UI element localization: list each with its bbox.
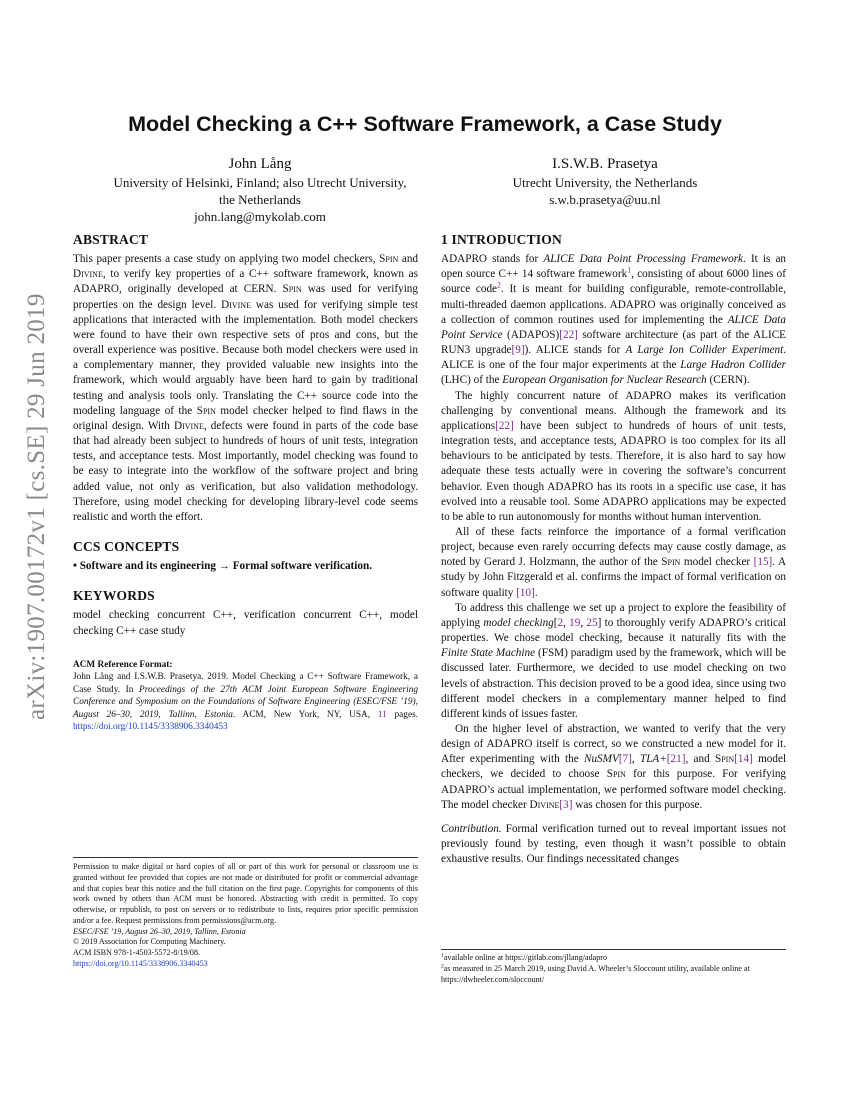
citation-22[interactable]: [22]	[495, 419, 514, 432]
acm-reference-format: ACM Reference Format: John Lång and I.S.W.B. Prasetya. 2019. Model Checking a C++ Software Framework, a Case Study. In Proceedings of the 27th ACM Joint European Software Engineering Conference and Symposium on the Foundations of Software Engineering (ESEC/FSE ’19), August 26–30, 2019, Tallinn, Estonia. ACM, New York, NY, USA, 11 pages. https://doi.org/10.1145/3338906.3340453	[73, 659, 419, 733]
keywords-text: model checking concurrent C++, verification concurrent C++, model checking C++ case study	[73, 609, 418, 637]
citation-7[interactable]: [7]	[618, 753, 632, 766]
keywords-heading: KEYWORDS	[73, 588, 155, 604]
permission-venue: ESEC/FSE ’19, August 26–30, 2019, Tallinn, Estonia	[73, 926, 246, 936]
contribution-paragraph: Contribution. Formal verification turned out to reveal important issues not previously found by testing, even though it wasn’t possible to obtain exhaustive results. Our findings necessitated changes	[441, 822, 786, 866]
author-name: I.S.W.B. Prasetya	[552, 156, 658, 172]
page-count-link[interactable]: 11	[377, 709, 387, 720]
citation-25[interactable]: 25	[586, 616, 598, 629]
intro-paragraph-2: The highly concurrent nature of ADAPRO makes its verification challenging by conventional means. Although the framework and its applications[22] have been subject to hundreds of hours of unit tests, integration tests, and acceptance tests, ADAPRO is too complex for its all behaviours to be anticipated by tests. Therefore, it is also hard to say how adequate these tests actually were in covering the software’s concurrent behavior. Even though ADAPRO has its roots in a specific use case, it has evolved into a reusable tool. Some ADAPRO applications may be expected to be able to run autonomously for months without human intervention.	[441, 389, 787, 523]
footnote-1: $^1$available online at https://gitlab.com/jllang/adapro	[441, 952, 608, 962]
footnote-ref-1[interactable]: 1	[627, 265, 632, 275]
author-block-1	[80, 154, 440, 225]
paper-title: Model Checking a C++ Software Framework, a Case Study	[128, 112, 722, 136]
author-affiliation-line-2: the Netherlands	[219, 192, 301, 207]
copyright-line: © 2019 Association for Computing Machinery.	[73, 937, 226, 947]
permission-doi-link[interactable]: https://doi.org/10.1145/3338906.3340453	[73, 958, 208, 968]
permission-text: Permission to make digital or hard copies of all or part of this work for personal or classroom use is granted without fee provided that copies are not made or distributed for profit or commercial advantage and that copies bear this notice and the full citation on the first page. Copyrights for components of this work owned by others than ACM must be honored. Abstracting with credit is permitted. To copy otherwise, or republish, to post on servers or to redistribute to lists, requires prior specific permission and/or a fee. Request permissions from permissions@acm.org.	[73, 862, 418, 925]
author-block-2	[440, 154, 770, 208]
arxiv-identifier-stamp: arXiv:1907.00172v1 [cs.SE] 29 Jun 2019	[23, 293, 50, 720]
footnote-ref-2[interactable]: 2	[497, 280, 501, 290]
footnotes	[441, 949, 786, 985]
citation-3[interactable]: [3]	[559, 798, 573, 811]
citation-21[interactable]: [21]	[666, 753, 686, 766]
abstract-text: This paper presents a case study on applying two model checkers, Spin and Divine, to verify key properties of a C++ software framework, known as ADAPRO, originally developed at CERN. Spin was used for verifying properties on the design level. Divine was used for verifying simple test applications that interacted with the implementation. Both model checkers were found to have their own respective sets of pros and cons, but the overall experience was positive. Because both model checkers were used in a complementary manner, they provided valuable new insights into the framework, which would arguably have been hard to gain by traditional testing and analysis tools only. Translating the C++ source code into the modeling language of the Spin model checker helped to find flaws in the original design. With Divine, defects were found in parts of the code base that had already been subject to hundreds of hours of unit tests, integration tests, and acceptance tests. Most importantly, model checking was found to be easy to integrate into the workflow of the software project and bring added value, not only as verification, but also validation methodology. Therefore, using model checking for developing library-level code seems realistic and worth the effort.	[73, 253, 419, 523]
intro-paragraph-5: On the higher level of abstraction, we wanted to verify that the very design of ADAPRO itself is correct, so we constructed a new model for it. After experimenting with the NuSMV[7], TLA+[21], and Spin[14] model checkers, we decided to choose Spin for this purpose. For verifying ADAPRO’s actual implementation, we performed software model checking. The model checker Divine[3] was chosen for this purpose.	[441, 723, 787, 811]
author-affiliation: University of Helsinki, Finland; also Utrecht University,	[113, 175, 407, 190]
right-column	[441, 232, 786, 867]
author-name: John Lång	[228, 156, 292, 172]
ccs-concepts-text: • Software and its engineering → Formal software verification.	[73, 560, 372, 573]
contribution-label: Contribution.	[441, 822, 502, 835]
left-column	[73, 232, 418, 734]
intro-paragraph-1: ADAPRO stands for ALICE Data Point Processing Framework. It is an open source C++ 14 software framework$^1$, consisting of about 6000 lines of source code$^2$. It is meant for building configurable, remote-controllable, multi-threaded daemon applications. ADAPRO was originally conceived as a collection of common routines used for implementing the ALICE Data Point Service (ADAPOS)[22] software architecture (as part of the ALICE RUN3 upgrade[9]). ALICE stands for A Large Ion Collider Experiment. ALICE is one of the four major experiments at the Large Hadron Collider (LHC) of the European Organisation for Nuclear Research (CERN).	[441, 253, 787, 387]
doi-link[interactable]: https://doi.org/10.1145/3338906.3340453	[73, 722, 228, 733]
citation-10[interactable]: [10]	[516, 586, 535, 599]
introduction-heading: 1 INTRODUCTION	[441, 232, 562, 247]
acm-reference-label: ACM Reference Format:	[73, 659, 173, 670]
citation-19[interactable]: 19	[569, 616, 581, 629]
footnote-2: $^2$as measured in 25 March 2019, using David A. Wheeler’s Sloccount utility, available online at https://dwheeler.com/sloccount/	[441, 963, 750, 984]
ccs-concepts-heading: CCS CONCEPTS	[73, 538, 180, 554]
citation-22[interactable]: [22]	[559, 328, 578, 341]
isbn-line: ACM ISBN 978-1-4503-5572-8/19/08.	[73, 948, 201, 957]
citation-15[interactable]: [15]	[753, 556, 773, 569]
abstract-heading: ABSTRACT	[73, 232, 149, 247]
citation-14[interactable]: [14]	[734, 753, 753, 766]
permission-notice	[73, 857, 418, 970]
intro-paragraph-4: To address this challenge we set up a project to explore the feasibility of applying model checking[2, 19, 25] to thoroughly verify ADAPRO’s critical properties. We chose model checking, because it naturally fits with the Finite State Machine (FSM) paradigm used by the framework, which will be discussed later. Furthermore, we decided to use model checking on two levels of abstraction. This decision proved to be a good idea, since using two different model checkers in a complementary manner helped to find different kinds of issues faster.	[441, 601, 787, 720]
author-affiliation: Utrecht University, the Netherlands	[512, 175, 698, 190]
citation-2[interactable]: 2	[557, 616, 564, 629]
author-email: john.lang@mykolab.com	[194, 209, 326, 224]
author-email: s.w.b.prasetya@uu.nl	[549, 192, 661, 207]
citation-9[interactable]: [9]	[511, 344, 525, 357]
intro-paragraph-3: All of these facts reinforce the importance of a formal verification project, because even rarely occurring defects may cause costly damage, as noted by Gerard J. Holzmann, the author of the Spin model checker [15]. A study by John Fitzgerald et al. confirms the impact of formal verification on software quality [10].	[441, 525, 787, 599]
